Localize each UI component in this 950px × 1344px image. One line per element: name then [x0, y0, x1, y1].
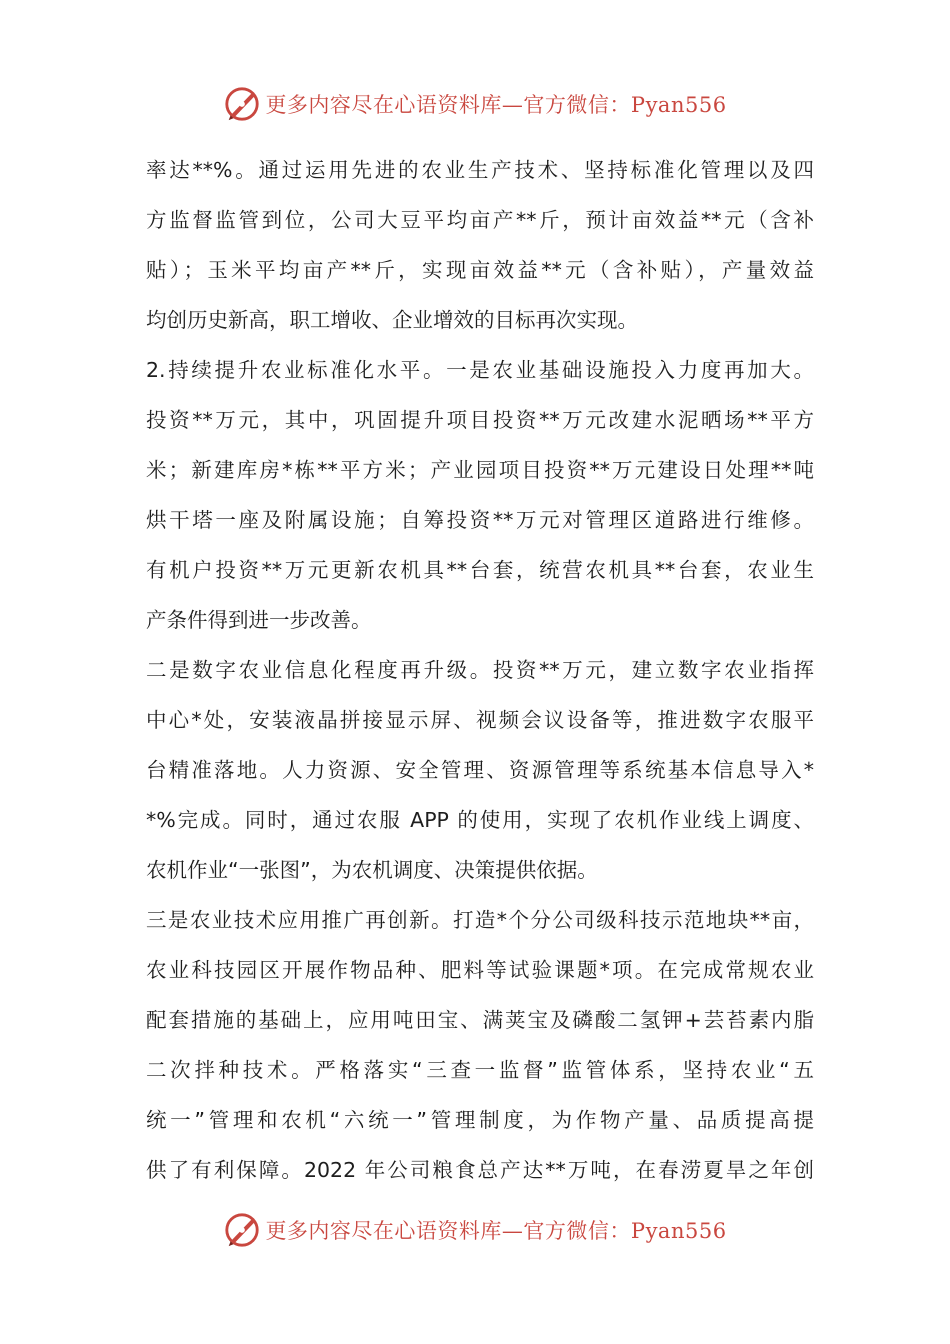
body-line: 有机户投资**万元更新农机具**台套，统营农机具**台套，农业生	[146, 558, 814, 582]
body-line: 二次拌种技术。严格落实“三查一监督”监管体系，坚持农业“五	[146, 1058, 814, 1082]
body-line: 三是农业技术应用推广再创新。打造*个分公司级科技示范地块**亩，	[146, 908, 814, 932]
pen-logo-icon	[223, 85, 261, 123]
body-line: 产条件得到进一步改善。	[146, 608, 372, 632]
body-line: 方监督监管到位，公司大豆平均亩产**斤，预计亩效益**元（含补	[146, 208, 814, 232]
body-line: 烘干塔一座及附属设施；自筹投资**万元对管理区道路进行维修。	[146, 508, 814, 532]
body-line: 米；新建库房*栋**平方米；产业园项目投资**万元建设日处理**吨	[146, 458, 814, 482]
watermark-text: 更多内容尽在心语资料库—官方微信：Pyan556	[265, 1219, 727, 1243]
watermark-footer	[0, 1208, 950, 1252]
body-line: 台精准落地。人力资源、安全管理、资源管理等系统基本信息导入*	[146, 758, 814, 782]
body-line: 农业科技园区开展作物品种、肥料等试验课题*项。在完成常规农业	[146, 958, 814, 982]
watermark-text: 更多内容尽在心语资料库—官方微信：Pyan556	[265, 93, 727, 117]
body-line: 中心*处，安装液晶拼接显示屏、视频会议设备等，推进数字农服平	[146, 708, 814, 732]
body-line: 农机作业“一张图”，为农机调度、决策提供依据。	[146, 858, 598, 882]
body-line: 二是数字农业信息化程度再升级。投资**万元，建立数字农业指挥	[146, 658, 814, 682]
body-line: 供了有利保障。2022 年公司粮食总产达**万吨，在春涝夏旱之年创	[146, 1158, 814, 1182]
body-line: 配套措施的基础上，应用吨田宝、满荚宝及磷酸二氢钾+芸苔素内脂	[146, 1008, 814, 1032]
body-line: 均创历史新高，职工增收、企业增效的目标再次实现。	[146, 308, 638, 332]
body-line: 贴）；玉米平均亩产**斤，实现亩效益**元（含补贴），产量效益	[146, 258, 814, 282]
body-line: 投资**万元，其中，巩固提升项目投资**万元改建水泥晒场**平方	[146, 408, 814, 432]
document-body	[146, 145, 814, 1195]
body-line: 统一”管理和农机“六统一”管理制度，为作物产量、品质提高提	[146, 1108, 814, 1132]
watermark-header	[0, 82, 950, 126]
body-line: 率达**%。通过运用先进的农业生产技术、坚持标准化管理以及四	[146, 158, 814, 182]
body-line: *%完成。同时，通过农服 APP 的使用，实现了农机作业线上调度、	[146, 808, 814, 832]
pen-logo-icon	[223, 1211, 261, 1249]
body-line: 2.持续提升农业标准化水平。一是农业基础设施投入力度再加大。	[146, 358, 814, 382]
